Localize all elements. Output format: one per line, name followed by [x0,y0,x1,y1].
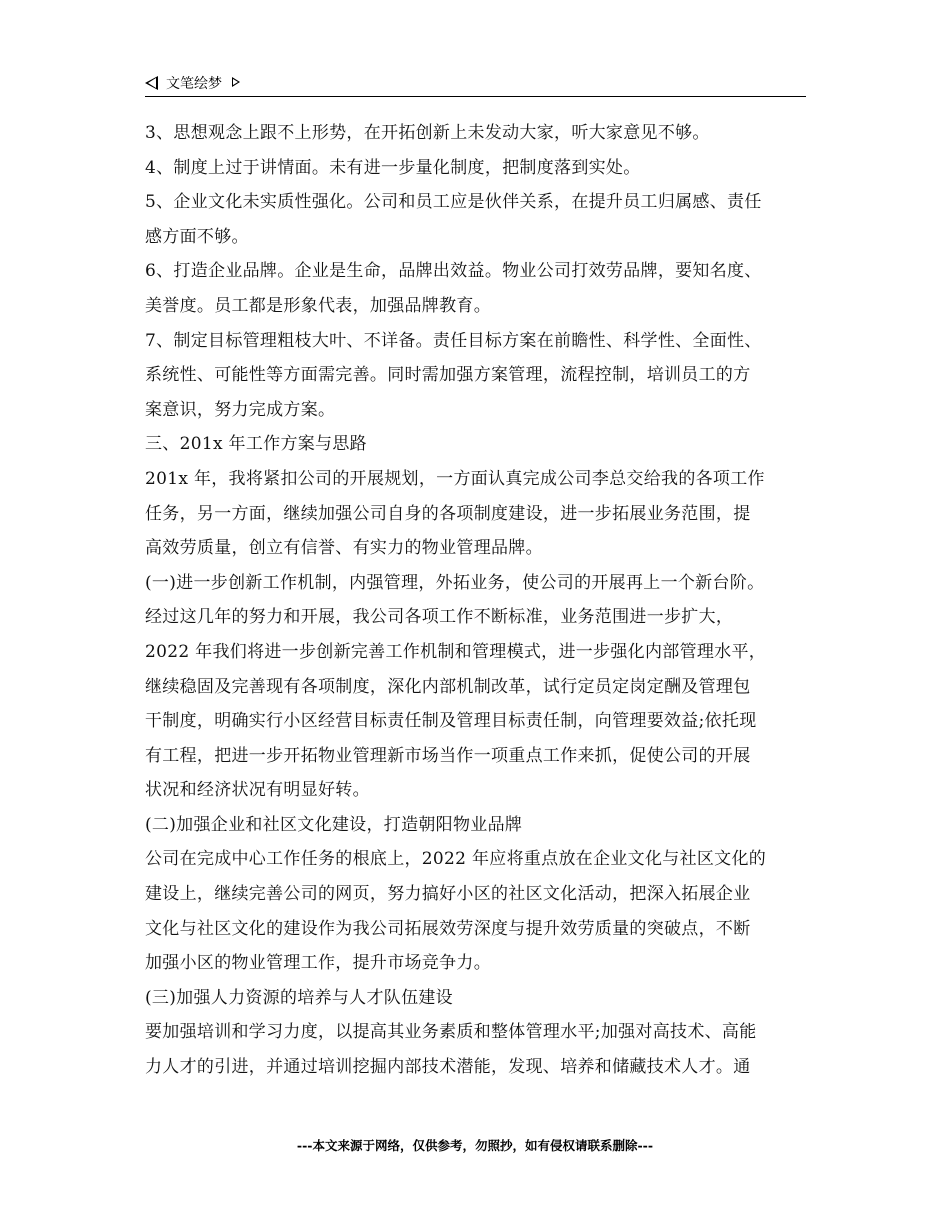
subsection-heading: (三)加强人力资源的培养与人才队伍建设 [145,987,453,1008]
body-line: 美誉度。员工都是形象代表，加强品牌教育。 [145,295,491,316]
body-line: 有工程，把进一步开拓物业管理新市场当作一项重点工作来抓，促使公司的开展 [145,745,751,766]
page-header [145,70,806,97]
document-body [145,116,810,1085]
triangle-left-icon [145,76,158,90]
body-line: 力人才的引进，并通过培训挖掘内部技术潜能，发现、培养和储藏技术人才。通 [145,1057,751,1078]
body-line: 7、制定目标管理粗枝大叶、不详备。责任目标方案在前瞻性、科学性、全面性、 [145,330,762,351]
footer-notice: ---本文来源于网络，仅供参考，勿照抄，如有侵权请联系删除--- [296,1138,654,1153]
subsection-heading: (二)加强企业和社区文化建设，打造朝阳物业品牌 [145,814,523,835]
body-line: 5、企业文化未实质性强化。公司和员工应是伙伴关系，在提升员工归属感、责任 [145,192,762,213]
body-line: 2022 年我们将进一步创新完善工作机制和管理模式，进一步强化内部管理水平， [145,641,767,662]
body-line: 公司在完成中心工作任务的根底上，2022 年应将重点放在企业文化与社区文化的 [145,849,767,870]
body-line: 3、思想观念上跟不上形势，在开拓创新上未发动大家，听大家意见不够。 [145,123,710,143]
header-brand: 文笔绘梦 [166,76,222,92]
body-line: 案意识，努力完成方案。 [145,399,336,420]
body-line: 系统性、可能性等方面需完善。同时需加强方案管理，流程控制，培训员工的方 [145,365,751,386]
body-line: 干制度，明确实行小区经营目标责任制及管理目标责任制，向管理要效益;依托现 [145,711,757,732]
body-line: 继续稳固及完善现有各项制度，深化内部机制改革，试行定员定岗定酬及管理包 [145,676,751,697]
body-line: 加强小区的物业管理工作，提升市场竞争力。 [145,953,491,974]
body-line: 状况和经济状况有明显好转。 [145,780,370,801]
body-line: 4、制度上过于讲情面。未有进一步量化制度，把制度落到实处。 [145,157,641,178]
body-line: 6、打造企业品牌。企业是生命，品牌出效益。物业公司打效劳品牌，要知名度、 [145,261,762,282]
body-line: 文化与社区文化的建设作为我公司拓展效劳深度与提升效劳质量的突破点，不断 [145,918,751,939]
triangle-right-icon [232,77,240,87]
body-line: 要加强培训和学习力度，以提高其业务素质和整体管理水平;加强对高技术、高能 [145,1022,757,1043]
body-line: 感方面不够。 [145,226,249,247]
body-line: 任务，另一方面，继续加强公司自身的各项制度建设，进一步拓展业务范围，提 [145,503,751,524]
subsection-heading: (一)进一步创新工作机制，内强管理，外拓业务，使公司的开展再上一个新台阶。 [145,572,765,593]
body-line: 建设上，继续完善公司的网页，努力搞好小区的社区文化活动，把深入拓展企业 [145,884,751,905]
body-line: 经过这几年的努力和开展，我公司各项工作不断标准，业务范围进一步扩大， [145,607,734,628]
section-heading: 三、201x 年工作方案与思路 [145,434,367,455]
body-line: 高效劳质量，创立有信誉、有实力的物业管理品牌。 [145,538,543,559]
body-line: 201x 年，我将紧扣公司的开展规划，一方面认真完成公司李总交给我的各项工作 [145,468,765,489]
